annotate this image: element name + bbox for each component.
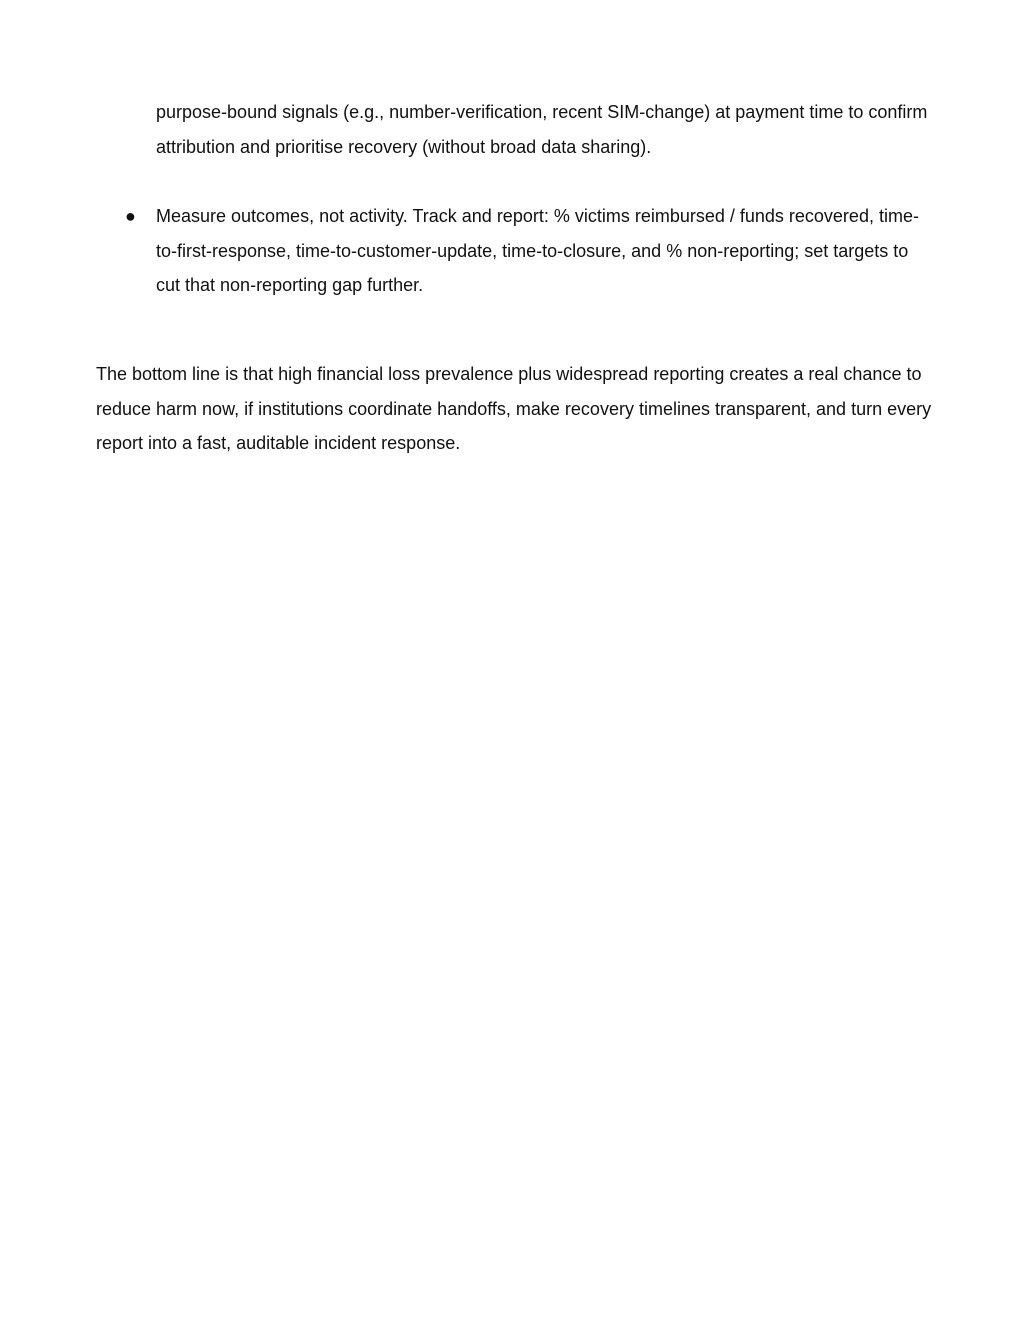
bullet-item-text: Measure outcomes, not activity. Track and report: % victims reimbursed / funds recovered, time-to-first-response, time-to-customer-update, time-to-closure, and % non-reporting; set targets to cut that non-reporting gap further. <box>156 206 919 295</box>
continued-bullet-text: purpose-bound signals (e.g., number-verification, recent SIM-change) at payment time to confirm attribution and prioritise recovery (without broad data sharing). <box>156 102 928 157</box>
bullet-icon: ● <box>125 206 136 226</box>
conclusion-paragraph: The bottom line is that high financial loss prevalence plus widespread reporting creates a real chance to reduce harm now, if institutions coordinate handoffs, make recovery timelines transparent, and turn every report into a fast, auditable incident response. <box>96 364 932 453</box>
